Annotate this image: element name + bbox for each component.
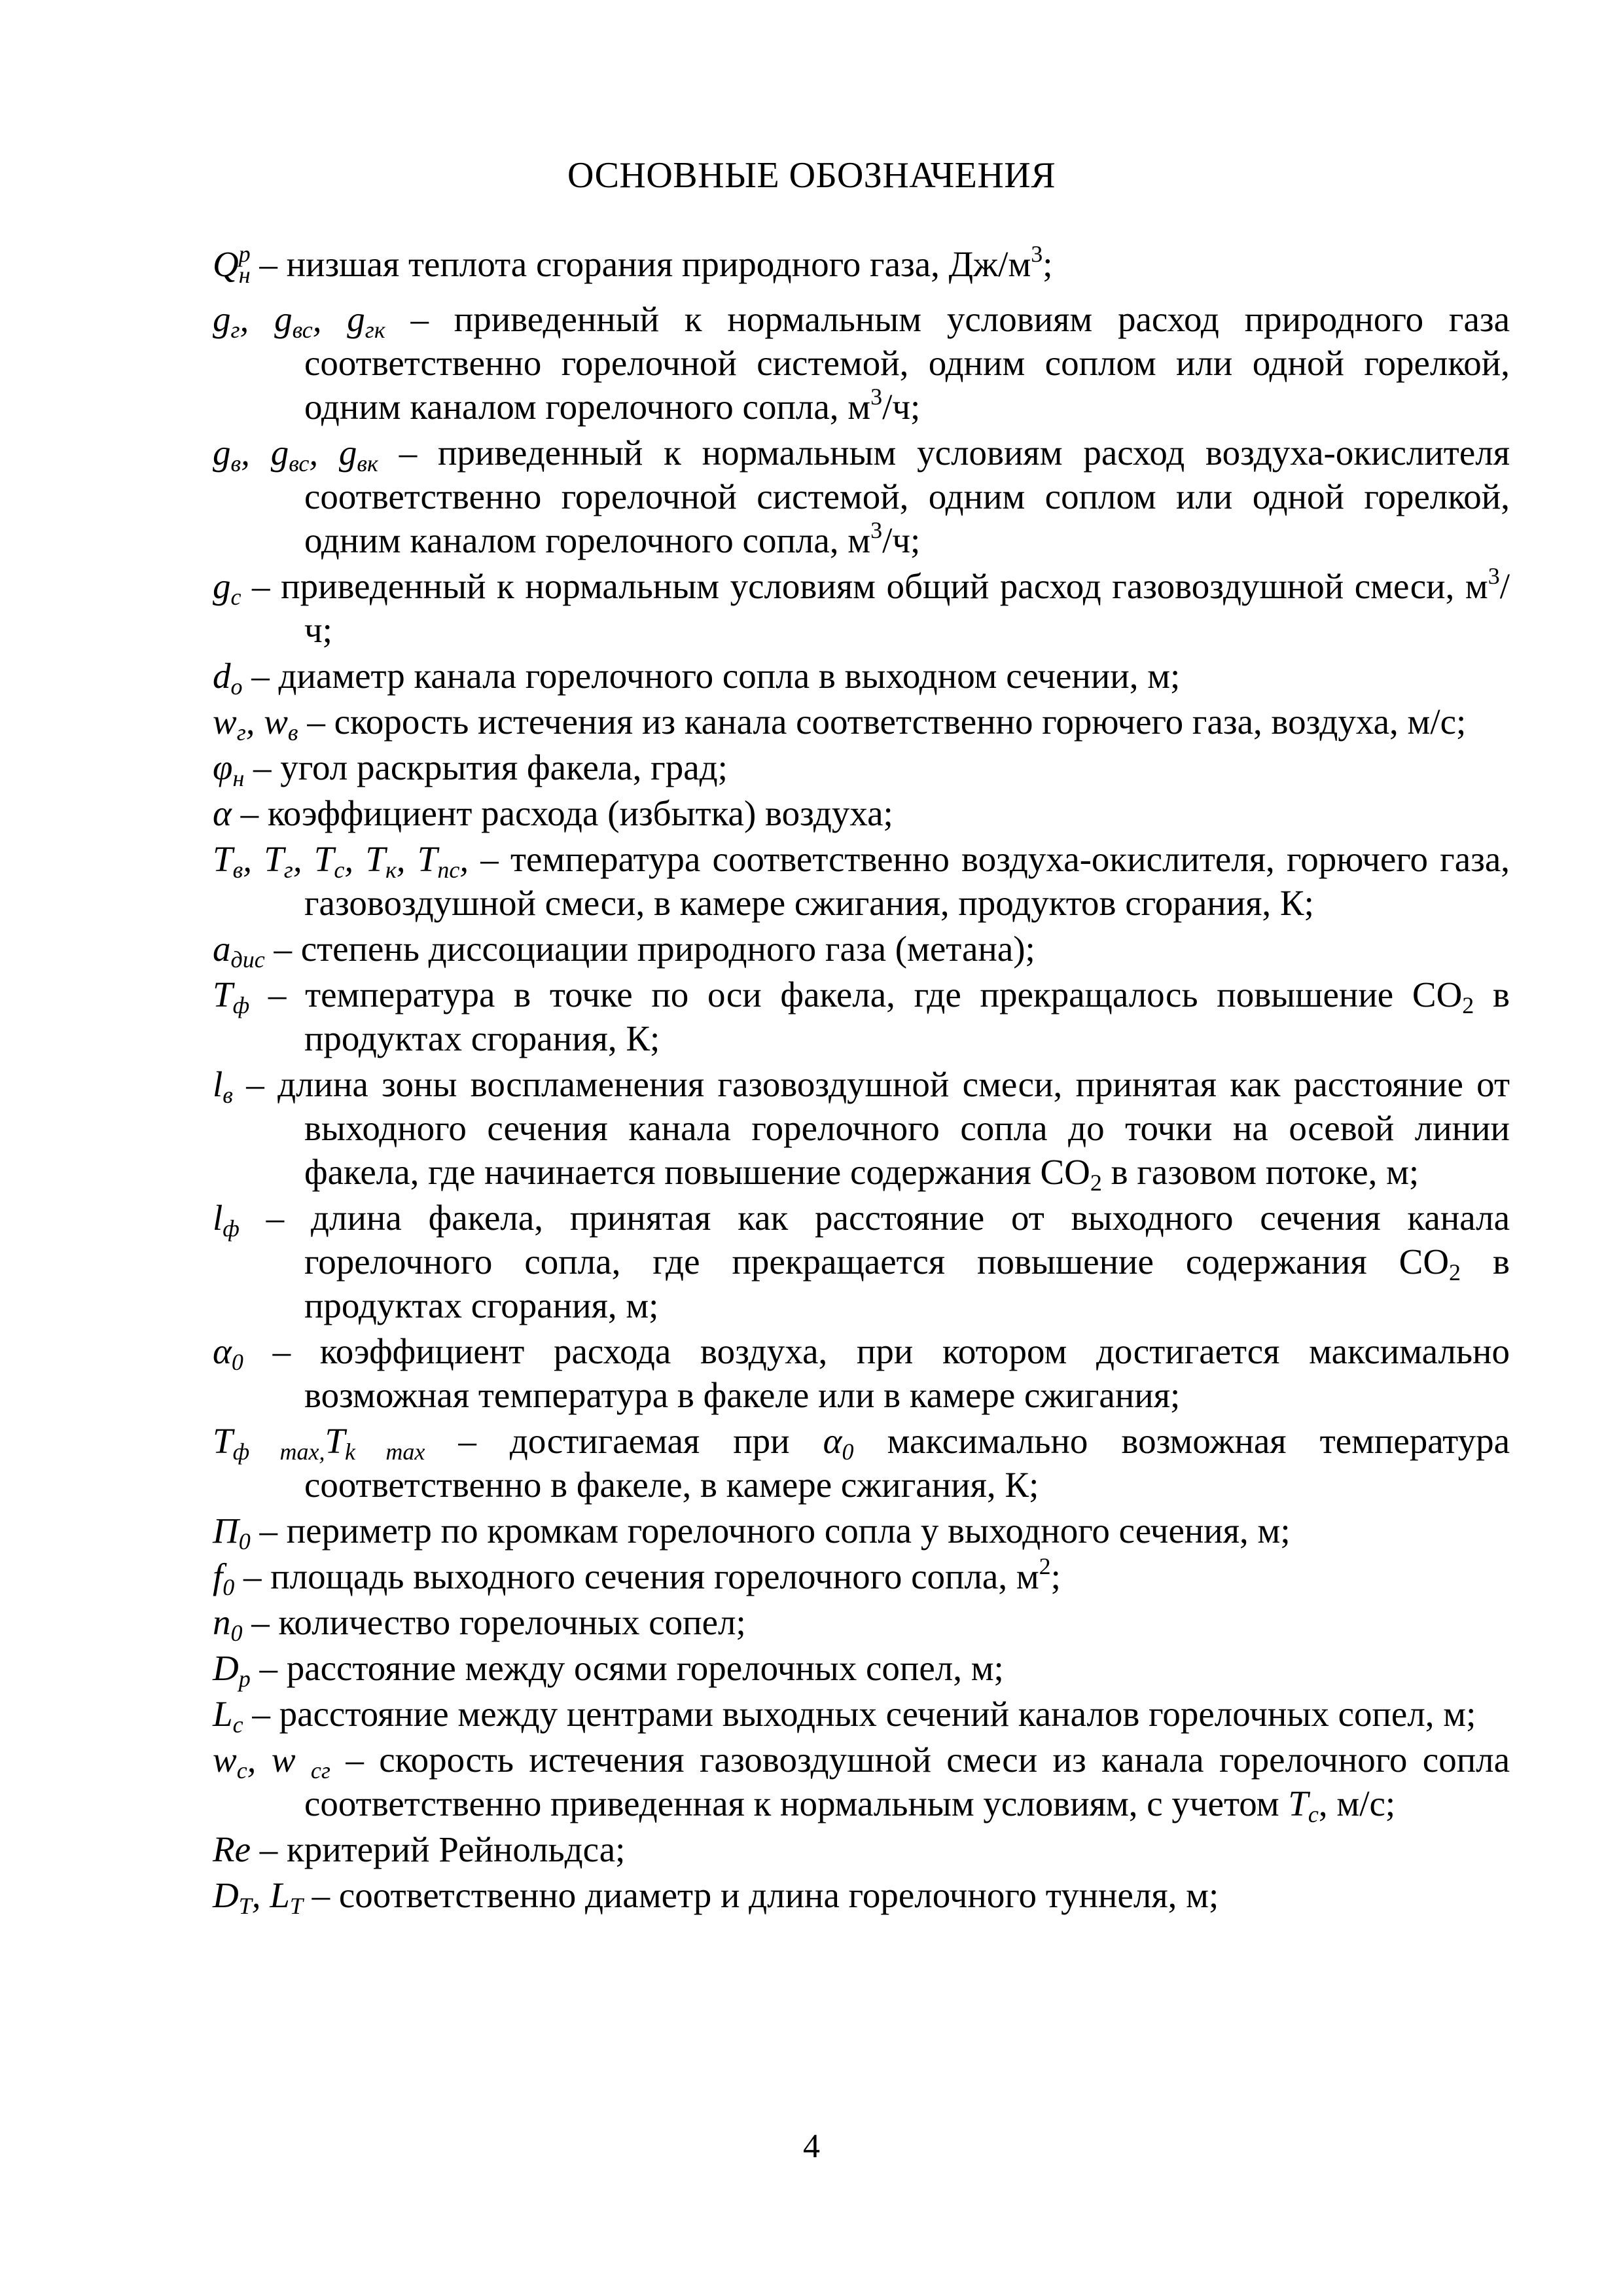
page-title: ОСНОВНЫЕ ОБОЗНАЧЕНИЯ: [567, 155, 1056, 196]
definition-entry: $Q_н^р$ – низшая теплота сгорания природного газа, $Дж/м^3$;: [213, 241, 1053, 288]
definition-entry: $g_г$, $g_{вс}$, $g_{гк}$ – приведенный к нормальным условиям расход природного газа соответственно горелочной системой, одним соплом или одной горелкой, одним каналом горелочного сопла, $м^3/ч$;: [213, 299, 1510, 427]
definition-entry: $Т_в$, $Т_г$, $Т_с$, $Т_к$, $Т_{пс}$, – температура соответственно воздуха-окислителя, горючего газа, газовоздушной смеси, в камере сжигания, продуктов сгорания, К;: [213, 839, 1510, 923]
definition-entry: $\varphi_н$ – угол раскрытия факела, град;: [213, 747, 728, 791]
definition-entry: Re – критерий Рейнольдса;: [213, 1829, 626, 1869]
definition-entry: $f_0$ – площадь выходного сечения горелочного сопла, $м^2$;: [213, 1553, 1061, 1600]
definition-entry: α – коэффициент расхода (избытка) воздуха;: [213, 793, 893, 833]
definition-entry: $D_T$, $L_T$ – соответственно диаметр и длина горелочного туннеля, м;: [213, 1875, 1219, 1919]
definition-entry: $а_{дис}$ – степень диссоциации природного газа (метана);: [213, 929, 1035, 973]
page-number: 4: [803, 2128, 820, 2165]
definition-entry: $g_с$ – приведенный к нормальным условиям общий расход газовоздушной смеси, $м^3/ч$;: [213, 563, 1510, 650]
definition-entry: $w_г$, $w_в$ – скорость истечения из канала соответственно горючего газа, воздуха, м/с;: [213, 702, 1467, 745]
definition-entry: $n_0$ – количество горелочных сопел;: [213, 1602, 746, 1646]
definition-entry: $l_в$ – длина зоны воспламенения газовоздушной смеси, принятая как расстояние от выходного сечения канала горелочного сопла до точки на осевой линии факела, где начинается повышение содержания $СО_2$ в газовом потоке, м;: [213, 1064, 1510, 1196]
definition-entry: $D_р$ – расстояние между осями горелочных сопел, м;: [213, 1648, 1004, 1692]
definition-entry: $П_0$ – периметр по кромкам горелочного сопла у выходного сечения, м;: [213, 1511, 1291, 1554]
definition-entry: $L_c$ – расстояние между центрами выходных сечений каналов горелочных сопел, м;: [213, 1694, 1476, 1738]
definition-entry: $w_c$, w $_{cг}$ – скорость истечения газовоздушной смеси из канала горелочного сопла соответственно приведенная к нормальным условиям, с учетом $Т_с$, м/с;: [213, 1740, 1510, 1827]
definition-entry: $\alpha_0$ – коэффициент расхода воздуха, при котором достигается максимально возможная температура в факеле или в камере сжигания;: [213, 1331, 1510, 1415]
definition-entry: $g_в$, $g_{вс}$, $g_{вк}$ – приведенный к нормальным условиям расход воздуха-окислителя соответственно горелочной системой, одним соплом или одной горелкой, одним каналом горелочного сопла, $м^3/ч$;: [213, 433, 1510, 560]
definition-entry: $l_ф$ – длина факела, принятая как расстояние от выходного сечения канала горелочного сопла, где прекращается повышение содержания $СО_2$ в продуктах сгорания, м;: [213, 1198, 1510, 1325]
definition-entry: $Т_{ф max,}Т_{k max}$ – достигаемая при $\alpha_0$ максимально возможная температура соответственно в факеле, в камере сжигания, К;: [213, 1421, 1510, 1505]
definition-entry: $Т_ф$ – температура в точке по оси факела, где прекращалось повышение $СО_2$ в продуктах сгорания, К;: [213, 975, 1510, 1058]
definitions-list: [213, 242, 1510, 1919]
definition-entry: $d_o$ – диаметр канала горелочного сопла в выходном сечении, м;: [213, 656, 1181, 700]
